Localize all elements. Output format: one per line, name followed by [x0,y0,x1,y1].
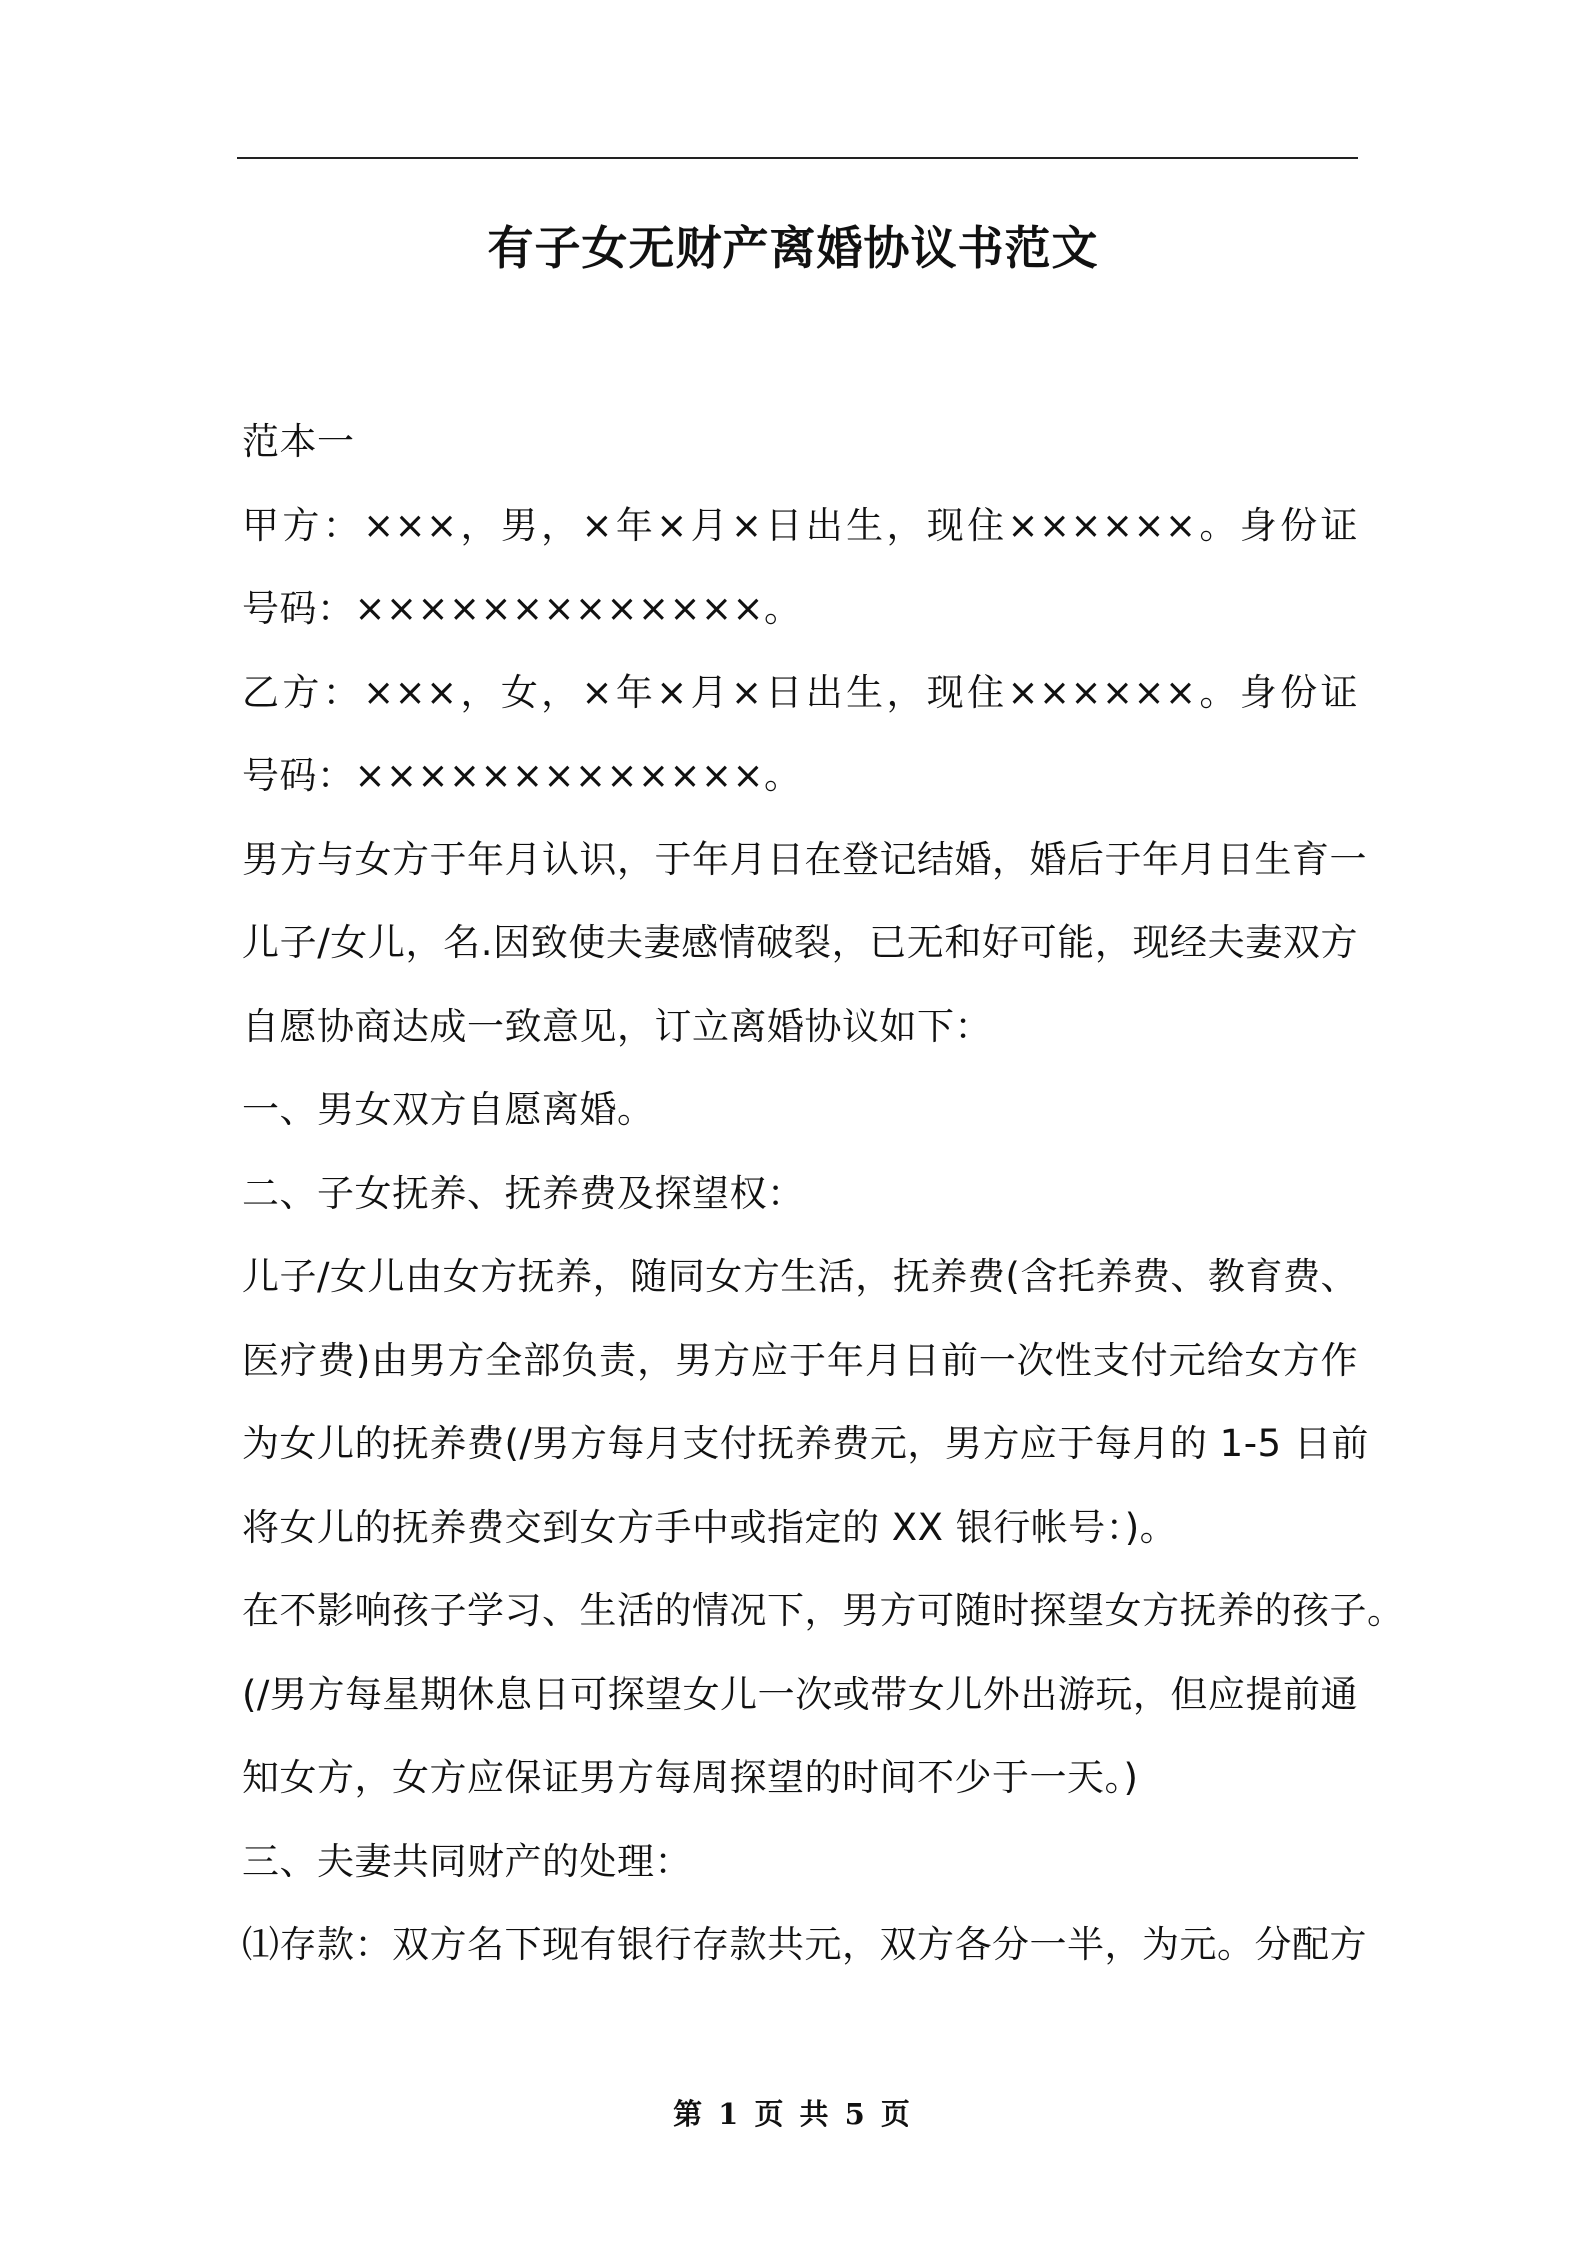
body-line-2: 甲方：×××，男，×年×月×日出生，现住××××××。身份证 [242,503,1358,547]
document-body [242,400,1405,1987]
body-line-9: 一、男女双方自愿离婚。 [242,1088,655,1131]
body-line-4: 乙方：×××，女，×年×月×日出生，现住××××××。身份证 [242,670,1358,714]
body-line-1: 范本一 [242,420,355,463]
body-line-18: 三、夫妻共同财产的处理： [242,1839,692,1883]
document-title: 有子女无财产离婚协议书范文 [487,221,1099,275]
body-line-15: 在不影响孩子学习、生活的情况下，男方可随时探望女方抚养的孩子。 [242,1589,1405,1632]
body-line-14: 将女儿的抚养费交到女方手中或指定的 XX 银行帐号：)。 [242,1505,1178,1549]
body-line-8: 自愿协商达成一致意见，订立离婚协议如下： [242,1004,992,1048]
header-rule [237,157,1358,159]
body-line-6: 男方与女方于年月认识，于年月日在登记结婚，婚后于年月日生育一 [242,837,1367,881]
page-number-footer: 第 1 页 共 5 页 [673,2097,913,2131]
body-line-13: 为女儿的抚养费(/男方每月支付抚养费元，男方应于每月的 1-5 日前 [242,1422,1369,1465]
body-line-17: 知女方，女方应保证男方每周探望的时间不少于一天。) [242,1756,1139,1799]
body-line-19: ⑴存款：双方名下现有银行存款共元，双方各分一半，为元。分配方 [242,1923,1367,1966]
body-line-3: 号码：×××××××××××××。 [242,587,802,630]
body-line-7: 儿子/女儿，名.因致使夫妻感情破裂，已无和好可能，现经夫妻双方 [242,921,1358,964]
body-line-11: 儿子/女儿由女方抚养，随同女方生活，抚养费(含托养费、教育费、 [242,1255,1358,1298]
body-line-10: 二、子女抚养、抚养费及探望权： [242,1171,805,1215]
body-line-12: 医疗费)由男方全部负责，男方应于年月日前一次性支付元给女方作 [242,1338,1358,1382]
body-line-5: 号码：×××××××××××××。 [242,754,802,797]
body-line-16: (/男方每星期休息日可探望女儿一次或带女儿外出游玩，但应提前通 [242,1672,1358,1716]
